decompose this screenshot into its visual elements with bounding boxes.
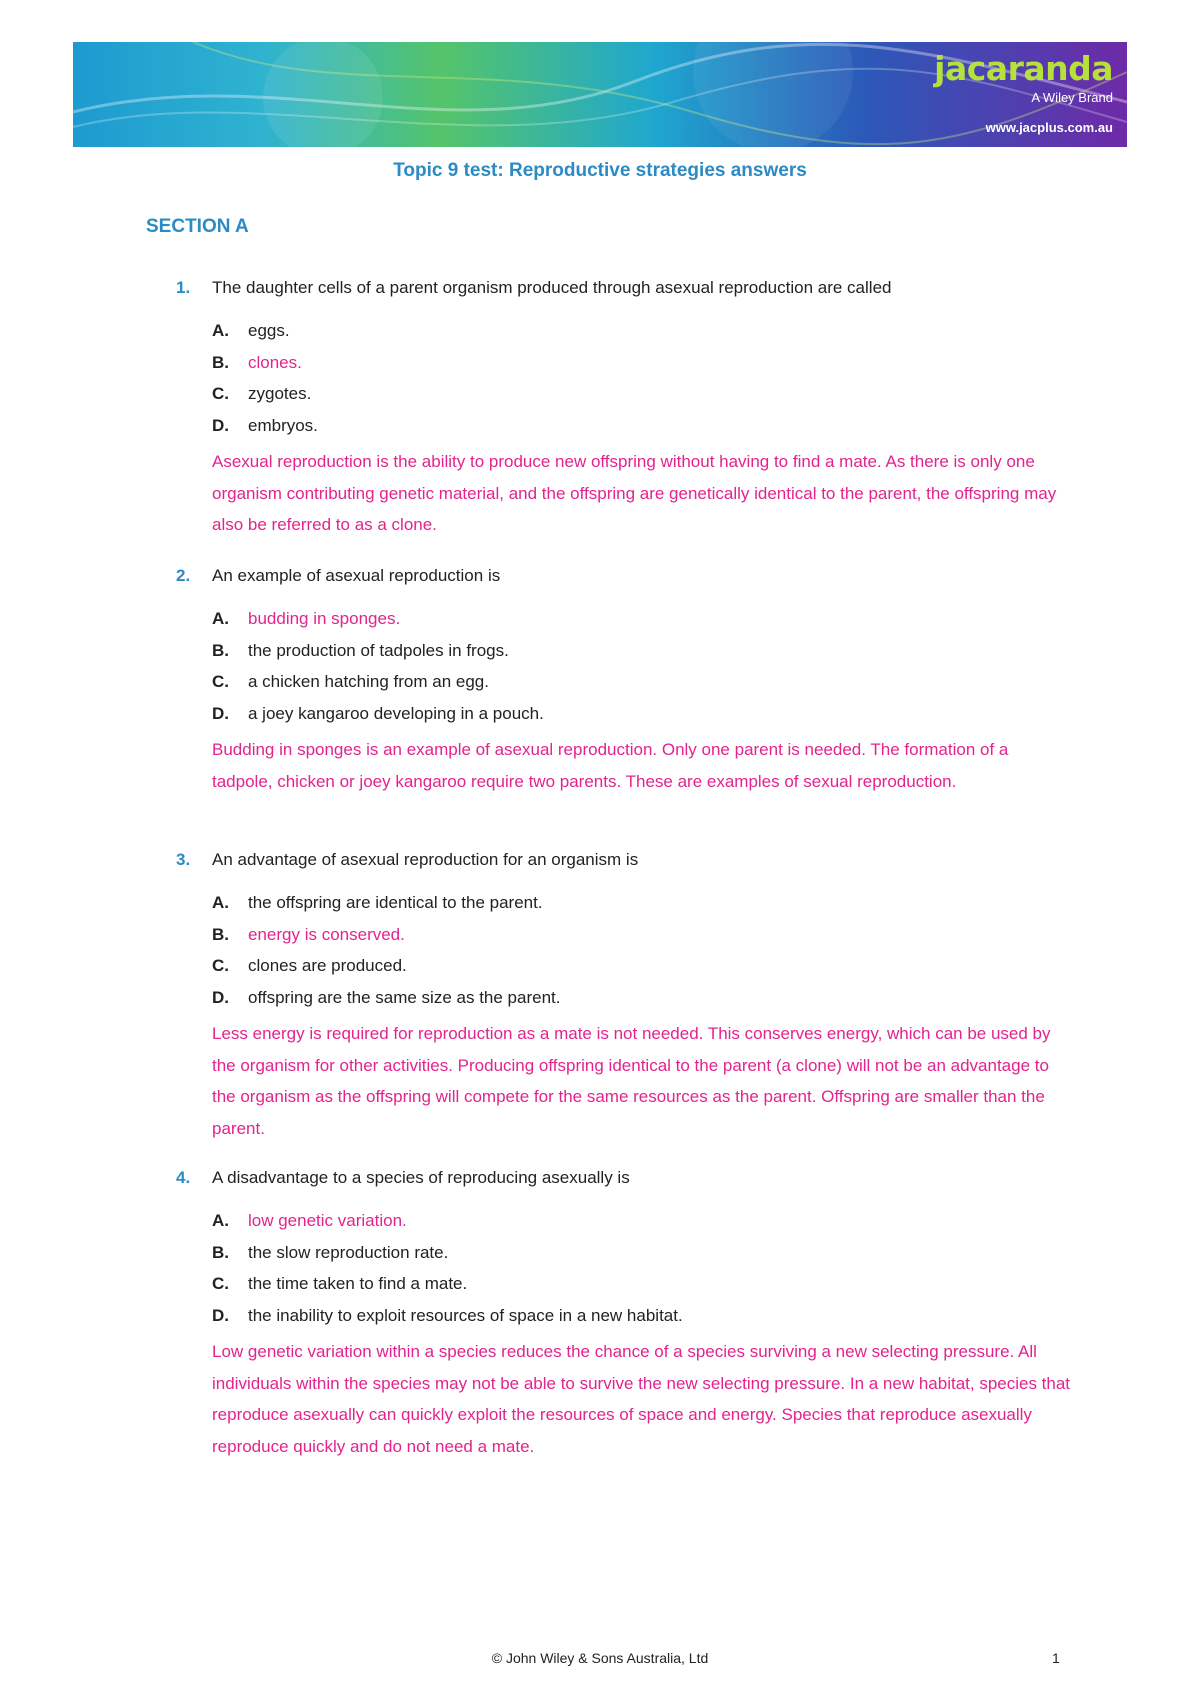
option-a bbox=[212, 1211, 683, 1243]
option-list bbox=[212, 321, 318, 447]
footer-copyright: © John Wiley & Sons Australia, Ltd bbox=[491, 1650, 709, 1666]
option-letter: A. bbox=[212, 1211, 229, 1230]
option-b bbox=[212, 641, 544, 673]
option-d bbox=[212, 1306, 683, 1338]
question-text: The daughter cells of a parent organism produced through asexual reproduction are called bbox=[212, 278, 892, 297]
option-text-correct: budding in sponges. bbox=[248, 609, 401, 628]
option-text: the inability to exploit resources of space in a new habitat. bbox=[248, 1305, 683, 1325]
option-letter: A. bbox=[212, 893, 229, 912]
option-text: a joey kangaroo developing in a pouch. bbox=[248, 703, 544, 723]
option-text: the slow reproduction rate. bbox=[248, 1242, 449, 1262]
option-b bbox=[212, 925, 560, 957]
option-letter: B. bbox=[212, 640, 229, 660]
brand-url: www.jacplus.com.au bbox=[985, 120, 1113, 135]
answer-explanation: Low genetic variation within a species reduces the chance of a species surviving a new selecting pressure. All individuals within the species may not be able to survive the new selecting pressure. In a new habitat, species that reproduce asexually can quickly exploit the resources of space and energy. Species that reproduce asexually reproduce quickly and do not need a mate. bbox=[212, 1342, 1071, 1456]
option-text: the production of tadpoles in frogs. bbox=[248, 640, 509, 660]
option-c bbox=[212, 672, 544, 704]
option-text: eggs. bbox=[248, 321, 290, 340]
option-letter: D. bbox=[212, 415, 229, 435]
question-text: A disadvantage to a species of reproducing asexually is bbox=[212, 1168, 630, 1187]
question-text: An advantage of asexual reproduction for an organism is bbox=[212, 850, 639, 869]
option-letter: C. bbox=[212, 672, 229, 691]
option-text-correct: clones. bbox=[248, 352, 302, 372]
option-letter: D. bbox=[212, 987, 229, 1007]
option-text: embryos. bbox=[248, 415, 318, 435]
question-text: An example of asexual reproduction is bbox=[212, 566, 501, 585]
header-banner bbox=[73, 42, 1127, 147]
option-c bbox=[212, 384, 318, 416]
option-b bbox=[212, 1243, 683, 1275]
option-letter: B. bbox=[212, 352, 229, 372]
answer-explanation: Asexual reproduction is the ability to produce new offspring without having to find a mate. As there is only one organism contributing genetic material, and the offspring are genetically identical to the parent, the offspring may also be referred to as a clone. bbox=[212, 452, 1057, 534]
option-text-correct: low genetic variation. bbox=[248, 1211, 407, 1230]
option-letter: C. bbox=[212, 956, 229, 975]
section-heading: SECTION A bbox=[146, 216, 249, 237]
brand-tagline: A Wiley Brand bbox=[1031, 90, 1113, 105]
option-letter: A. bbox=[212, 609, 229, 628]
option-d bbox=[212, 988, 560, 1020]
option-d bbox=[212, 704, 544, 736]
document-title: Topic 9 test: Reproductive strategies answers bbox=[393, 160, 807, 181]
question-number: 1. bbox=[176, 278, 191, 297]
option-list bbox=[212, 893, 560, 1019]
option-c bbox=[212, 956, 560, 988]
option-letter: D. bbox=[212, 1305, 229, 1325]
option-letter: C. bbox=[212, 384, 229, 403]
brand-block bbox=[934, 50, 1113, 136]
page-number: 1 bbox=[1052, 1650, 1060, 1666]
question-number: 4. bbox=[176, 1168, 191, 1187]
option-text: clones are produced. bbox=[248, 956, 407, 975]
option-letter: B. bbox=[212, 1242, 229, 1262]
option-letter: D. bbox=[212, 703, 229, 723]
brand-logo-text: jacaranda bbox=[934, 49, 1113, 88]
option-letter: C. bbox=[212, 1274, 229, 1293]
option-text: the offspring are identical to the parent. bbox=[248, 893, 543, 912]
option-d bbox=[212, 416, 318, 448]
option-list bbox=[212, 609, 544, 735]
question-number: 2. bbox=[176, 566, 191, 585]
question-number: 3. bbox=[176, 850, 191, 869]
option-a bbox=[212, 609, 544, 641]
option-text: zygotes. bbox=[248, 384, 312, 403]
option-text: a chicken hatching from an egg. bbox=[248, 672, 489, 691]
answer-explanation: Budding in sponges is an example of asexual reproduction. Only one parent is needed. The formation of a tadpole, chicken or joey kangaroo require two parents. These are examples of sexual reproduction. bbox=[212, 740, 1009, 791]
option-a bbox=[212, 893, 560, 925]
answer-explanation: Less energy is required for reproduction as a mate is not needed. This conserves energy, which can be used by the organism for other activities. Producing offspring identical to the parent (a clone) will not be an advantage to the organism as the offspring will compete for the same resources as the parent. Offspring are smaller than the parent. bbox=[212, 1024, 1051, 1138]
option-c bbox=[212, 1274, 683, 1306]
option-a bbox=[212, 321, 318, 353]
option-letter: A. bbox=[212, 321, 229, 340]
option-text: the time taken to find a mate. bbox=[248, 1274, 468, 1293]
option-text-correct: energy is conserved. bbox=[248, 924, 405, 944]
option-letter: B. bbox=[212, 924, 229, 944]
option-b bbox=[212, 353, 318, 385]
option-list bbox=[212, 1211, 683, 1337]
option-text: offspring are the same size as the parent. bbox=[248, 987, 561, 1007]
